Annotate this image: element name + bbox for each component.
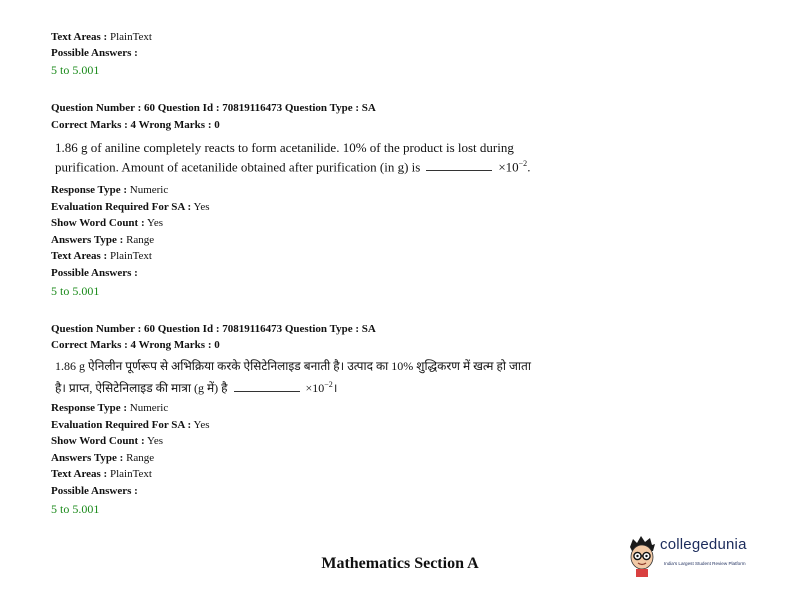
question-text-line2: purification. Amount of acetanilide obtained after purification (in g) is $\times 10^{-2}$. (55, 159, 531, 175)
answer-blank (234, 382, 300, 392)
response-type-row: Response Type : Numeric (51, 184, 169, 196)
text-areas-row: Text Areas : PlainText (51, 250, 152, 262)
answer-value: 5 to 5.001 (51, 502, 100, 516)
question-text-line2: है। प्राप्त, ऐसिटेनिलाइड की मात्रा (g में) है $\times 10^{-2}।$ (55, 380, 338, 395)
question-text-line1: 1.86 g ऐनिलीन पूर्णरूप से अभिक्रिया करके ऐसिटेनिलाइड बनाती है। उत्पाद का 10% शुद्धिकरण में खत्म हो जाता (55, 359, 531, 373)
word-count-row: Show Word Count : Yes (51, 435, 163, 447)
marks-line: Correct Marks : 4 Wrong Marks : 0 (51, 119, 220, 131)
answers-type-row: Answers Type : Range (51, 234, 155, 246)
answers-type-row: Answers Type : Range (51, 452, 155, 464)
evaluation-row: Evaluation Required For SA : Yes (51, 201, 210, 213)
text-areas-row: Text Areas : PlainText (51, 31, 152, 43)
possible-answers-label: Possible Answers : (51, 47, 138, 59)
answer-blank (426, 161, 492, 171)
mascot-icon (624, 533, 660, 577)
word-count-row: Show Word Count : Yes (51, 217, 163, 229)
possible-answers-label: Possible Answers : (51, 485, 138, 497)
question-text-line1: 1.86 g of aniline completely reacts to form acetanilide. 10% of the product is lost during (55, 140, 514, 155)
collegedunia-logo (624, 533, 764, 579)
possible-answers-label: Possible Answers : (51, 267, 138, 279)
answer-value: 5 to 5.001 (51, 284, 100, 298)
section-title: Mathematics Section A (321, 555, 479, 572)
question-header: Question Number : 60 Question Id : 70819116473 Question Type : SA (51, 323, 376, 335)
response-type-row: Response Type : Numeric (51, 402, 169, 414)
text-areas-row: Text Areas : PlainText (51, 468, 152, 480)
question-header: Question Number : 60 Question Id : 70819116473 Question Type : SA (51, 102, 376, 114)
answer-value: 5 to 5.001 (51, 63, 100, 77)
evaluation-row: Evaluation Required For SA : Yes (51, 419, 210, 431)
marks-line: Correct Marks : 4 Wrong Marks : 0 (51, 339, 220, 351)
logo-wordmark: collegedunia (660, 536, 747, 553)
logo-tagline: India's Largest Student Review Platform (664, 561, 746, 566)
